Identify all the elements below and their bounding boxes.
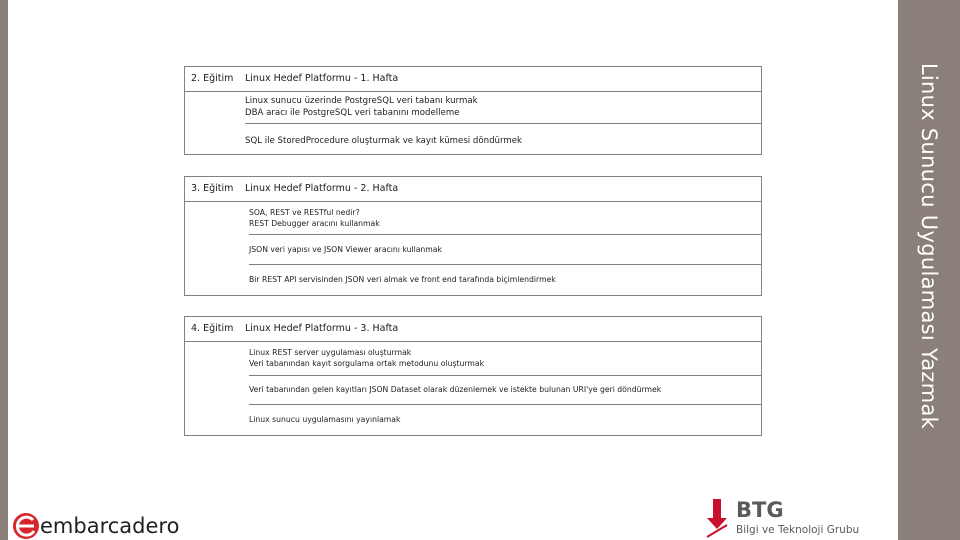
section-header [185, 67, 761, 92]
topic-line: JSON veri yapısı ve JSON Viewer aracını kullanmak [249, 245, 442, 254]
embarcadero-wordmark: embarcadero [40, 514, 180, 538]
section-header [185, 177, 761, 202]
section-number: 2. Eğitim [191, 73, 234, 84]
topic-row [245, 95, 761, 124]
topic-line: Bir REST API servisinden JSON veri almak ve front end tarafında biçimlendirmek [249, 275, 556, 284]
btg-name: BTG [736, 498, 784, 522]
topic-line: Veri tabanından kayıt sorgulama ortak metodunu oluşturmak [249, 359, 485, 368]
left-frame-bar [0, 0, 8, 540]
topic-row [249, 274, 761, 288]
training-section-2 [184, 66, 762, 155]
btg-logo [704, 496, 894, 540]
topic-row [249, 414, 761, 428]
section-title: Linux Hedef Platformu - 2. Hafta [245, 183, 399, 194]
topic-line: Linux REST server uygulaması oluşturmak [249, 348, 412, 357]
topic-line: SQL ile StoredProcedure oluşturmak ve kayıt kümesi döndürmek [245, 136, 522, 146]
topic-line: Linux sunucu uygulamasını yayınlamak [249, 415, 401, 424]
topic-row [249, 207, 761, 235]
topic-line: Veri tabanından gelen kayıtları JSON Dataset olarak düzenlemek ve istekte bulunan URI'ye geri döndürmek [249, 385, 662, 394]
topic-row [249, 384, 761, 405]
btg-tagline: Bilgi ve Teknoloji Grubu [736, 524, 860, 536]
section-header [185, 317, 761, 342]
section-number: 4. Eğitim [191, 323, 234, 334]
side-title: Linux Sunucu Uygulaması Yazmak [917, 62, 941, 430]
training-section-3 [184, 176, 762, 296]
embarcadero-logo [10, 512, 210, 540]
topic-row [245, 135, 761, 149]
topic-line: SOA, REST ve RESTful nedir? [249, 208, 360, 217]
section-number: 3. Eğitim [191, 183, 234, 194]
training-section-4 [184, 316, 762, 436]
section-title: Linux Hedef Platformu - 3. Hafta [245, 323, 399, 334]
topic-line: DBA aracı ile PostgreSQL veri tabanını modelleme [245, 108, 460, 118]
topic-line: REST Debugger aracını kullanmak [249, 219, 380, 228]
topic-row [249, 244, 761, 265]
section-title: Linux Hedef Platformu - 1. Hafta [245, 73, 399, 84]
topic-row [249, 347, 761, 376]
topic-line: Linux sunucu üzerinde PostgreSQL veri tabanı kurmak [245, 96, 478, 106]
